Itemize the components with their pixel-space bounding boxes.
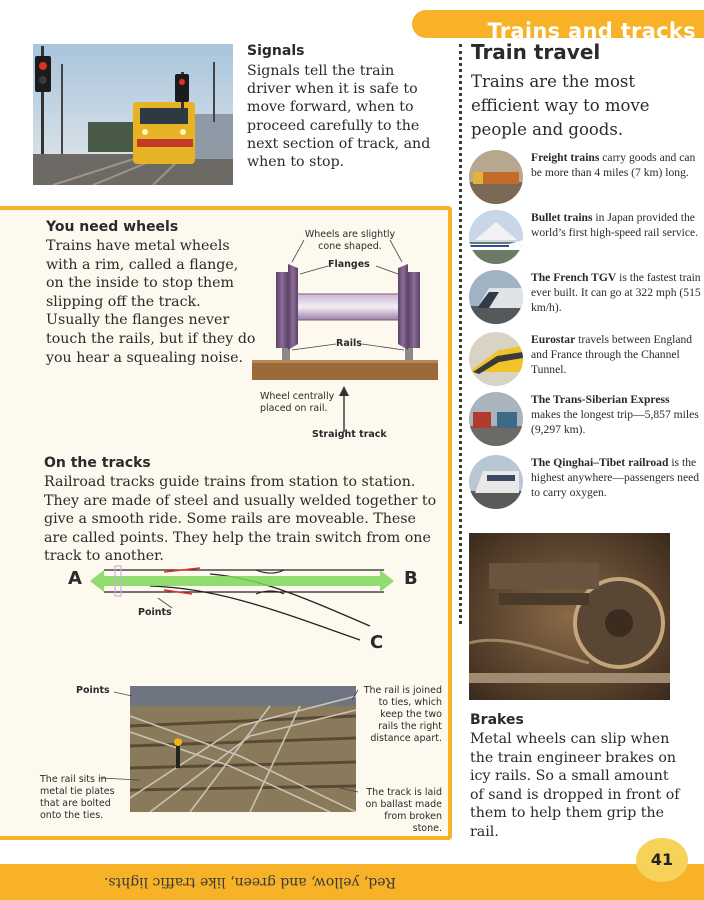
fact-title: The Trans-Siberian Express: [531, 393, 670, 406]
cone-shape-label: Wheels are slightly cone shaped.: [304, 229, 396, 252]
tracks-heading: On the tracks: [44, 455, 151, 471]
fact-body: makes the longest trip—5,857 miles (9,297 km).: [531, 408, 699, 437]
fact-bullet: [469, 210, 701, 268]
freight-train-thumbnail: [469, 150, 523, 204]
trans-siberian-thumbnail: [469, 392, 523, 446]
travel-heading: Train travel: [471, 40, 601, 64]
fact-title: Eurostar: [531, 333, 576, 346]
fact-trans-siberian: [469, 392, 701, 450]
travel-intro: Trains are the most efficient way to move people and goods.: [471, 72, 650, 139]
fact-title: The French TGV: [531, 271, 617, 284]
fact-qinghai-tibet: [469, 455, 701, 513]
ballast-label: The track is laid on ballast made from broken stone.: [365, 787, 442, 834]
point-b-label: B: [404, 568, 418, 589]
points-diagram-label: Points: [138, 607, 172, 618]
tgv-thumbnail: [469, 270, 523, 324]
brakes-photo: [469, 533, 670, 700]
fact-body: is the fastest train ever built. It can go at 322 mph (515 km/h).: [531, 271, 701, 315]
fact-text: [531, 332, 701, 378]
signals-photo: [33, 44, 233, 185]
photo-leader-lines: [40, 680, 450, 820]
wheels-text: Trains have metal wheels with a rim, called a flange, on the inside to stop them slipping off the track. Usually the flanges never touch the rails, but if they do you hear a squealing noise.: [46, 238, 256, 366]
signals-text: Signals tell the train driver when it is safe to move forward, when to proceed carefully to the next section of track, and when to stop.: [247, 63, 431, 171]
qinghai-tibet-thumbnail: [469, 455, 523, 509]
fact-freight: [469, 150, 701, 208]
tie-plates-label: The rail sits in metal tie plates that are bolted onto the ties.: [40, 774, 115, 821]
fact-title: The Qinghai–Tibet railroad: [531, 456, 669, 469]
fact-title: Bullet trains: [531, 211, 593, 224]
fact-tgv: [469, 270, 701, 328]
page-number: 41: [636, 838, 688, 882]
fact-text: [531, 392, 701, 438]
fact-text: [531, 150, 701, 180]
rail-joined-label: The rail is joined to ties, which keep the two rails the right distance apart.: [363, 685, 442, 744]
fact-body: in Japan provided the world’s first high-speed rail service.: [531, 211, 699, 240]
fact-text: [531, 270, 701, 316]
eurostar-thumbnail: [469, 332, 523, 386]
upside-down-footer-text: Red, yellow, and green, like traffic lights.: [103, 874, 397, 890]
fact-title: Freight trains: [531, 151, 600, 164]
brakes-heading: Brakes: [470, 712, 524, 728]
fact-body: carry goods and can be more than 4 miles (7 km) long.: [531, 151, 696, 180]
wheels-heading: You need wheels: [46, 219, 179, 235]
point-a-label: A: [68, 568, 82, 589]
fact-eurostar: [469, 332, 701, 390]
wheel-centrally-label: Wheel centrally placed on rail.: [260, 391, 335, 414]
signals-heading: Signals: [247, 43, 305, 59]
panel-left-edge: [0, 206, 32, 840]
point-c-label: C: [370, 632, 384, 653]
rails-label: Rails: [336, 338, 362, 349]
fact-body: travels between England and France through the Channel Tunnel.: [531, 333, 693, 377]
fact-text: [531, 210, 701, 240]
flanges-label: Flanges: [328, 259, 370, 270]
dotted-divider: [459, 44, 462, 624]
tracks-text: Railroad tracks guide trains from station to station. They are made of steel and usually welded together to give a smooth ride. Some rails are moveable. These are called points. They help the train switch from one track to another.: [44, 474, 437, 565]
page-title: Trains and tracks: [487, 19, 696, 43]
bullet-train-thumbnail: [469, 210, 523, 264]
points-photo-label: Points: [76, 685, 110, 696]
header-tab: [412, 10, 704, 43]
fact-body: is the highest anywhere—passengers need to carry oxygen.: [531, 456, 700, 500]
straight-track-label: Straight track: [312, 429, 387, 440]
fact-text: [531, 455, 701, 501]
brakes-text: Metal wheels can slip when the train engineer brakes on icy rails. So a small amount of sand is dropped in front of them to help them grip the rail.: [470, 731, 680, 840]
